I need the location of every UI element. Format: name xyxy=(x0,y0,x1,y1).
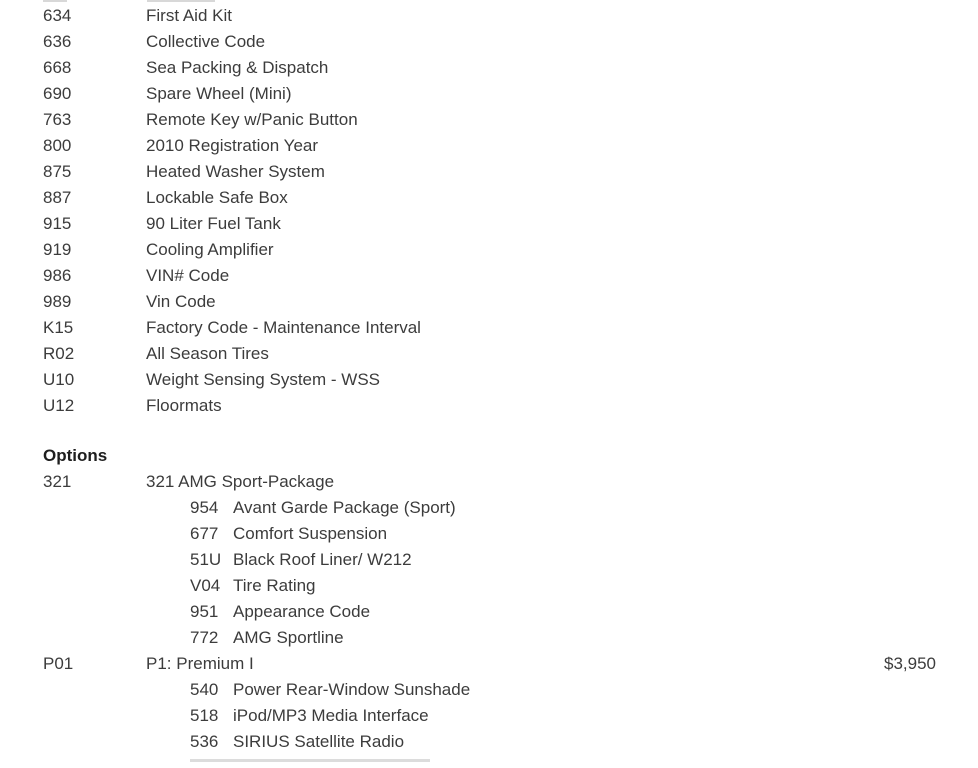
equipment-description: Sea Packing & Dispatch xyxy=(146,58,329,77)
equipment-code: U12 xyxy=(43,396,75,415)
option-price: $3,950 xyxy=(884,654,936,673)
equipment-description: Factory Code - Maintenance Interval xyxy=(146,318,421,337)
code-row xyxy=(0,341,978,367)
code-row xyxy=(0,107,978,133)
equipment-code: R02 xyxy=(43,344,75,363)
sub-option-code: 954 xyxy=(190,498,219,517)
equipment-description: Weight Sensing System - WSS xyxy=(146,370,380,389)
code-row xyxy=(0,367,978,393)
equipment-description: Floormats xyxy=(146,396,222,415)
clipped-row-remnant-top xyxy=(147,0,215,2)
option-sub-row xyxy=(0,677,978,703)
sub-option-code: V04 xyxy=(190,576,221,595)
code-row xyxy=(0,263,978,289)
option-sub-row xyxy=(0,729,978,755)
clipped-row-remnant-top xyxy=(43,0,67,2)
code-row xyxy=(0,393,978,419)
equipment-description: 2010 Registration Year xyxy=(146,136,319,155)
equipment-description: Lockable Safe Box xyxy=(146,188,288,207)
option-sub-row xyxy=(0,599,978,625)
equipment-description: Spare Wheel (Mini) xyxy=(146,84,292,103)
sub-option-description: SIRIUS Satellite Radio xyxy=(233,732,405,751)
option-sub-row xyxy=(0,703,978,729)
equipment-description: Heated Washer System xyxy=(146,162,325,181)
equipment-code: U10 xyxy=(43,370,75,389)
sub-option-description: Tire Rating xyxy=(233,576,316,595)
option-group-row xyxy=(0,469,978,495)
option-description: P1: Premium I xyxy=(146,654,254,673)
code-row xyxy=(0,133,978,159)
sub-option-description: Appearance Code xyxy=(233,602,371,621)
options-list xyxy=(0,469,978,755)
sub-option-code: 518 xyxy=(190,706,219,725)
code-row xyxy=(0,315,978,341)
sub-option-code: 951 xyxy=(190,602,219,621)
sub-option-code: 677 xyxy=(190,524,219,543)
equipment-description: Vin Code xyxy=(146,292,216,311)
option-sub-row xyxy=(0,495,978,521)
code-row xyxy=(0,81,978,107)
sub-option-description: Comfort Suspension xyxy=(233,524,388,543)
equipment-code: 887 xyxy=(43,188,72,207)
equipment-code: 763 xyxy=(43,110,72,129)
equipment-code: 634 xyxy=(43,6,72,25)
sub-option-code: 536 xyxy=(190,732,219,751)
equipment-description: VIN# Code xyxy=(146,266,230,285)
equipment-description: First Aid Kit xyxy=(146,6,232,25)
equipment-code: 915 xyxy=(43,214,72,233)
option-description: 321 AMG Sport-Package xyxy=(146,472,335,491)
sub-option-description: AMG Sportline xyxy=(233,628,344,647)
sub-option-description: Power Rear-Window Sunshade xyxy=(233,680,471,699)
sub-option-description: Black Roof Liner/ W212 xyxy=(233,550,412,569)
option-group-row xyxy=(0,651,978,677)
option-code: 321 xyxy=(43,472,72,491)
equipment-code: 875 xyxy=(43,162,72,181)
sub-option-code: 540 xyxy=(190,680,219,699)
option-code: P01 xyxy=(43,654,74,673)
equipment-code: 800 xyxy=(43,136,72,155)
equipment-codes-list xyxy=(0,3,978,419)
sub-option-code: 772 xyxy=(190,628,219,647)
option-sub-row xyxy=(0,625,978,651)
code-row xyxy=(0,185,978,211)
code-row xyxy=(0,29,978,55)
options-heading: Options xyxy=(43,446,108,465)
option-sub-row xyxy=(0,573,978,599)
code-row xyxy=(0,237,978,263)
equipment-description: Collective Code xyxy=(146,32,266,51)
code-row xyxy=(0,211,978,237)
equipment-description: All Season Tires xyxy=(146,344,269,363)
code-row xyxy=(0,159,978,185)
equipment-code: 668 xyxy=(43,58,72,77)
equipment-code: 690 xyxy=(43,84,72,103)
code-row xyxy=(0,55,978,81)
equipment-description: Cooling Amplifier xyxy=(146,240,274,259)
sub-option-description: iPod/MP3 Media Interface xyxy=(233,706,429,725)
option-sub-row xyxy=(0,521,978,547)
equipment-code: 989 xyxy=(43,292,72,311)
clipped-row-remnant-bottom xyxy=(190,759,430,762)
sub-option-code: 51U xyxy=(190,550,222,569)
equipment-description: 90 Liter Fuel Tank xyxy=(146,214,281,233)
code-row xyxy=(0,3,978,29)
equipment-code: 919 xyxy=(43,240,72,259)
option-sub-row xyxy=(0,547,978,573)
equipment-description: Remote Key w/Panic Button xyxy=(146,110,358,129)
equipment-code: 986 xyxy=(43,266,72,285)
code-row xyxy=(0,289,978,315)
equipment-code: 636 xyxy=(43,32,72,51)
sub-option-description: Avant Garde Package (Sport) xyxy=(233,498,456,517)
equipment-code: K15 xyxy=(43,318,74,337)
